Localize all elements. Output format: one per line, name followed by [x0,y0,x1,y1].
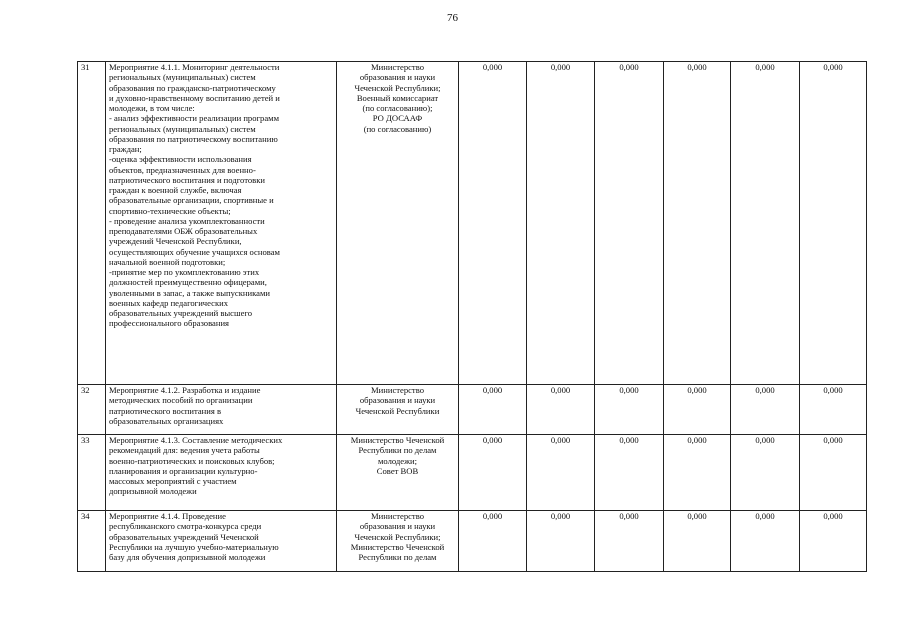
table-row [78,511,867,572]
value-cell: 0,000 [527,62,595,385]
value-cell: 0,000 [459,62,527,385]
value-cell: 0,000 [527,385,595,435]
activity-description: Мероприятие 4.1.3. Составление методических рекомендаций для: ведения учета работы военно-патриотических и поисковых клубов; планирования и организации культурно- массовых мероприятий с участием допризывной молодежи [106,435,337,511]
value-cell: 0,000 [459,385,527,435]
value-cell: 0,000 [459,511,527,572]
program-table [77,61,867,572]
table-row [78,62,867,385]
row-number: 32 [78,385,106,435]
executor-cell: Министерство Чеченской Республики по делам молодежи; Совет ВОВ [337,435,459,511]
value-cell: 0,000 [527,435,595,511]
executor-cell: Министерство образования и науки Чеченской Республики; Министерство Чеченской Республики по делам [337,511,459,572]
value-cell: 0,000 [731,435,800,511]
executor-cell: Министерство образования и науки Чеченской Республики [337,385,459,435]
value-cell: 0,000 [800,385,867,435]
value-cell: 0,000 [664,435,731,511]
row-number: 33 [78,435,106,511]
executor-cell: Министерство образования и науки Чеченской Республики; Военный комиссариат (по согласованию); РО ДОСААФ (по согласованию) [337,62,459,385]
value-cell: 0,000 [595,62,664,385]
value-cell: 0,000 [595,511,664,572]
table-row [78,435,867,511]
activity-description: Мероприятие 4.1.4. Проведение республиканского смотра-конкурса среди образовательных учреждений Чеченской Республики на лучшую учебно-материальную базу для обучения допризывной молодежи [106,511,337,572]
value-cell: 0,000 [595,385,664,435]
value-cell: 0,000 [664,511,731,572]
table-row [78,385,867,435]
value-cell: 0,000 [800,511,867,572]
row-number: 31 [78,62,106,385]
page-number: 76 [447,12,458,24]
value-cell: 0,000 [731,511,800,572]
value-cell: 0,000 [800,435,867,511]
row-number: 34 [78,511,106,572]
activity-description: Мероприятие 4.1.2. Разработка и издание методических пособий по организации патриотического воспитания в образовательных организациях [106,385,337,435]
value-cell: 0,000 [664,385,731,435]
activity-description: Мероприятие 4.1.1. Мониторинг деятельности региональных (муниципальных) систем образования по гражданско-патриотическому и духовно-нравственному воспитанию детей и молодежи, в том числе: - анализ эффективности реализации программ региональных (муниципальных) систем образования по патриотическому воспитанию граждан; -оценка эффективности использования объектов, предназначенных для военно- патриотического воспитания и подготовки граждан к военной службе, включая образовательные организации, спортивные и спортивно-технические объекты; - проведение анализа укомплектованности преподавателями ОБЖ образовательных учреждений Чеченской Республики, осуществляющих обучение учащихся основам начальной военной подготовки; -принятие мер по укомплектованию этих должностей преимущественно офицерами, уволенными в запас, а также выпускниками военных кафедр педагогических образовательных учреждений высшего профессионального образования [106,62,337,385]
value-cell: 0,000 [527,511,595,572]
value-cell: 0,000 [664,62,731,385]
value-cell: 0,000 [731,62,800,385]
value-cell: 0,000 [731,385,800,435]
value-cell: 0,000 [459,435,527,511]
value-cell: 0,000 [595,435,664,511]
value-cell: 0,000 [800,62,867,385]
